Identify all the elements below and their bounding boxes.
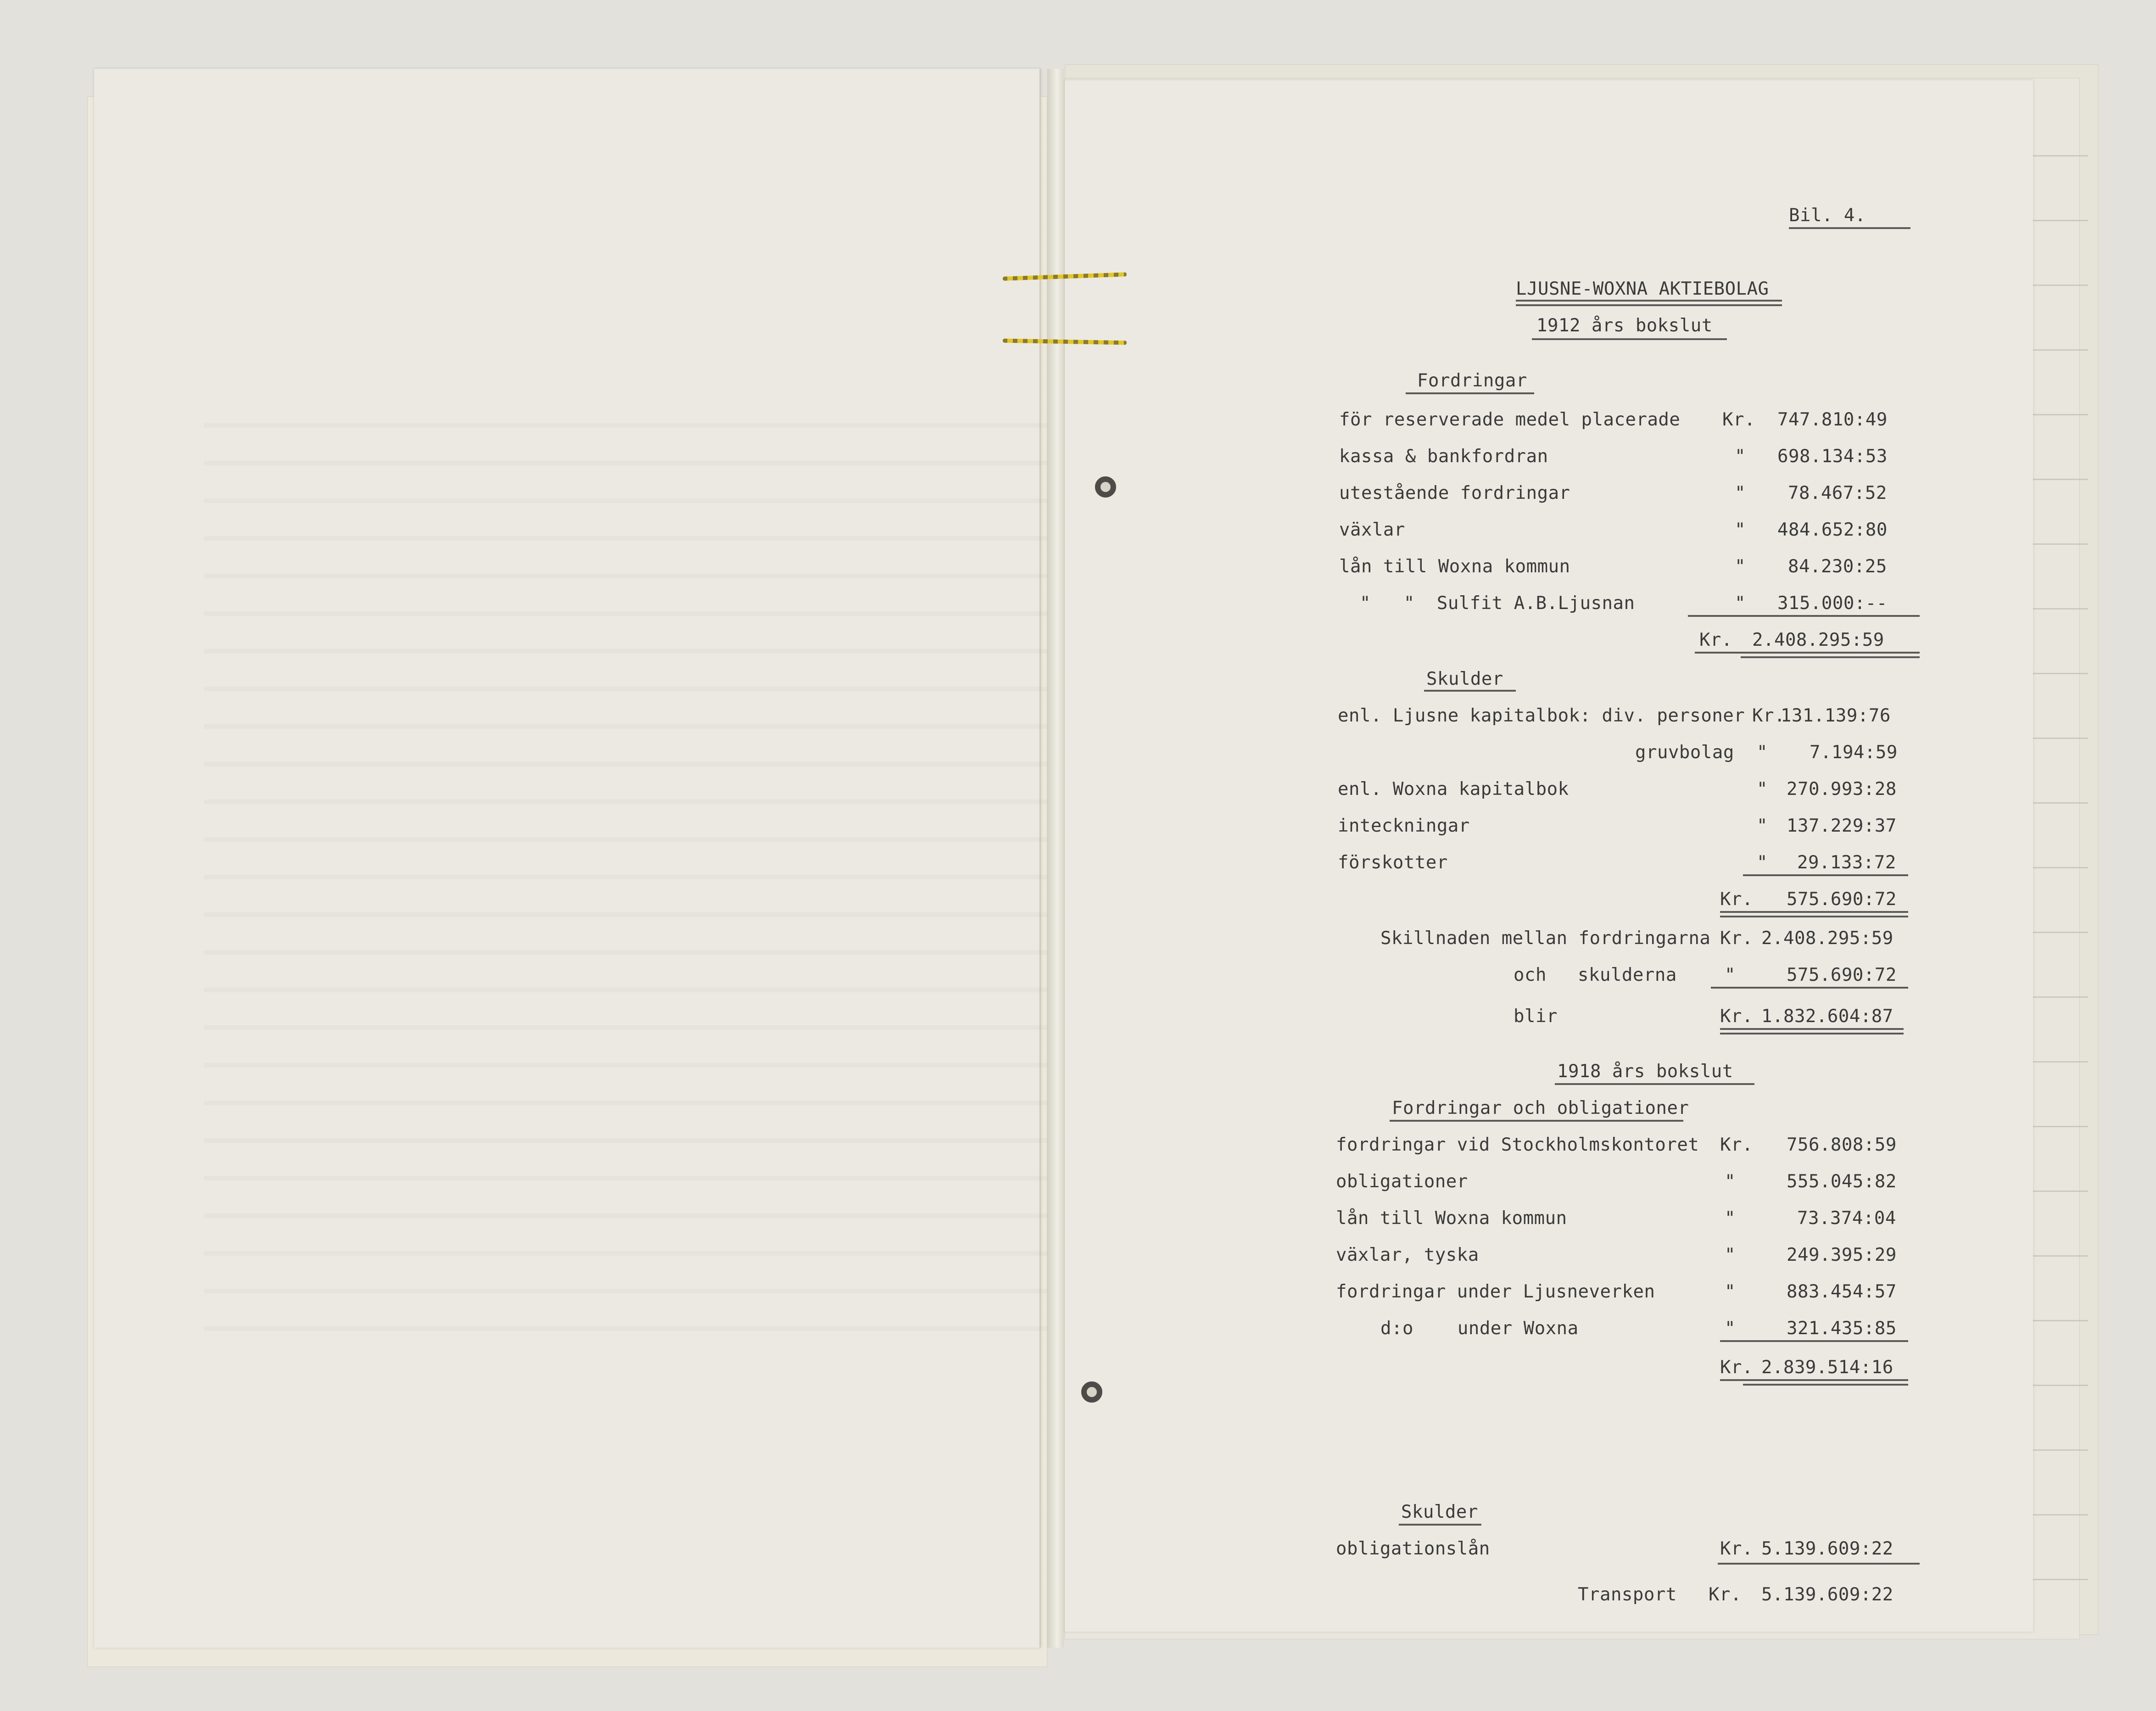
row-amount: 484.652:80 bbox=[1777, 520, 1888, 540]
row-currency: Kr. bbox=[1720, 1538, 1753, 1559]
underline bbox=[1406, 392, 1534, 394]
underline bbox=[1399, 1524, 1481, 1526]
underline bbox=[1711, 987, 1908, 989]
underline bbox=[1743, 1384, 1908, 1386]
result-amount: 1.832.604:87 bbox=[1761, 1006, 1893, 1027]
row-currency: " bbox=[1735, 520, 1746, 540]
row-currency: " bbox=[1757, 742, 1768, 763]
total-amount: 2.408.295:59 bbox=[1752, 630, 1884, 650]
row-currency: " bbox=[1725, 1281, 1736, 1302]
row-label: växlar bbox=[1339, 520, 1405, 540]
transport-currency: Kr. bbox=[1709, 1584, 1742, 1605]
total-currency: Kr. bbox=[1720, 889, 1753, 910]
underline bbox=[1720, 1340, 1908, 1342]
underline bbox=[1390, 1120, 1683, 1122]
underline bbox=[1789, 227, 1910, 229]
row-currency: " bbox=[1735, 556, 1746, 577]
row-label: obligationslån bbox=[1336, 1538, 1490, 1559]
underline bbox=[1718, 1563, 1920, 1565]
row-label: lån till Woxna kommun bbox=[1336, 1208, 1567, 1229]
row-label: enl. Ljusne kapitalbok: div. personer bbox=[1338, 705, 1745, 726]
bleed-through-text bbox=[204, 390, 1076, 1354]
company-title: LJUSNE-WOXNA AKTIEBOLAG bbox=[1516, 279, 1769, 299]
row-amount: 78.467:52 bbox=[1788, 483, 1887, 503]
difference-label-skulderna: skulderna bbox=[1578, 965, 1677, 985]
page-label: Bil. 4. bbox=[1789, 205, 1866, 226]
row-amount: 321.435:85 bbox=[1787, 1318, 1897, 1339]
result-label: blir bbox=[1514, 1006, 1558, 1027]
row-currency: " bbox=[1725, 1208, 1736, 1229]
row-currency: " bbox=[1735, 483, 1746, 503]
binding-spine bbox=[1047, 69, 1064, 1648]
underline bbox=[1720, 1028, 1904, 1030]
row-label: lån till Woxna kommun bbox=[1339, 556, 1570, 577]
row-currency: Kr. bbox=[1752, 705, 1785, 726]
section-title-1912: 1912 års bokslut bbox=[1536, 315, 1713, 336]
difference-label-och: och bbox=[1514, 965, 1547, 985]
row-label: växlar, tyska bbox=[1336, 1245, 1479, 1265]
row-amount: 73.374:04 bbox=[1797, 1208, 1896, 1229]
row-amount: 7.194:59 bbox=[1810, 742, 1898, 763]
row-amount: 756.808:59 bbox=[1787, 1135, 1897, 1155]
underline bbox=[1424, 690, 1516, 692]
difference-amount: 575.690:72 bbox=[1787, 965, 1897, 985]
row-label: för reserverade medel placerade bbox=[1339, 409, 1681, 430]
row-currency: " bbox=[1735, 593, 1746, 614]
row-label: " " Sulfit A.B.Ljusnan bbox=[1360, 593, 1635, 614]
total-amount: 2.839.514:16 bbox=[1761, 1357, 1893, 1378]
row-label: gruvbolag bbox=[1635, 742, 1734, 763]
underline bbox=[1688, 615, 1920, 617]
row-label: fordringar vid Stockholmskontoret bbox=[1336, 1135, 1699, 1155]
row-currency: " bbox=[1735, 446, 1746, 467]
left-page-blank bbox=[94, 69, 1041, 1648]
heading-skulder-1918: Skulder bbox=[1401, 1502, 1478, 1522]
row-label: inteckningar bbox=[1338, 816, 1470, 836]
underline bbox=[1695, 652, 1920, 654]
heading-skulder-1912: Skulder bbox=[1426, 669, 1503, 689]
underline bbox=[1720, 1379, 1908, 1381]
underline bbox=[1532, 338, 1727, 340]
underline bbox=[1720, 1033, 1904, 1034]
row-currency: " bbox=[1725, 1318, 1736, 1339]
underline bbox=[1516, 300, 1782, 302]
row-amount: 747.810:49 bbox=[1777, 409, 1888, 430]
row-currency: Kr. bbox=[1720, 1135, 1753, 1155]
row-label: enl. Woxna kapitalbok bbox=[1338, 779, 1569, 800]
row-label: fordringar under Ljusneverken bbox=[1336, 1281, 1655, 1302]
row-amount: 249.395:29 bbox=[1787, 1245, 1897, 1265]
underline bbox=[1555, 1083, 1754, 1085]
row-amount: 698.134:53 bbox=[1777, 446, 1888, 467]
row-currency: " bbox=[1757, 779, 1768, 800]
row-amount: 84.230:25 bbox=[1788, 556, 1887, 577]
row-label: kassa & bankfordran bbox=[1339, 446, 1548, 467]
difference-currency: " bbox=[1725, 965, 1736, 985]
difference-amount: 2.408.295:59 bbox=[1761, 928, 1893, 949]
row-amount: 5.139.609:22 bbox=[1761, 1538, 1893, 1559]
total-currency: Kr. bbox=[1720, 1357, 1753, 1378]
row-amount: 555.045:82 bbox=[1787, 1171, 1897, 1192]
row-currency: " bbox=[1757, 852, 1768, 873]
document-text bbox=[1064, 80, 2032, 1632]
row-currency: " bbox=[1725, 1245, 1736, 1265]
total-amount: 575.690:72 bbox=[1787, 889, 1897, 910]
row-label: utestående fordringar bbox=[1339, 483, 1570, 503]
underline bbox=[1741, 656, 1920, 658]
transport-amount: 5.139.609:22 bbox=[1761, 1584, 1893, 1605]
row-label: förskotter bbox=[1338, 852, 1448, 873]
total-currency: Kr. bbox=[1699, 630, 1732, 650]
difference-label: Skillnaden mellan fordringarna bbox=[1380, 928, 1711, 949]
heading-fordringar-1912: Fordringar bbox=[1417, 370, 1527, 391]
row-amount: 270.993:28 bbox=[1787, 779, 1897, 800]
row-currency: " bbox=[1725, 1171, 1736, 1192]
row-amount: 315.000:-- bbox=[1777, 593, 1888, 614]
underline bbox=[1720, 911, 1908, 913]
result-currency: Kr. bbox=[1720, 1006, 1753, 1027]
ledger-edge-lines bbox=[2033, 92, 2088, 1606]
row-amount: 29.133:72 bbox=[1797, 852, 1896, 873]
row-amount: 131.139:76 bbox=[1781, 705, 1891, 726]
underline bbox=[1720, 916, 1908, 917]
heading-fordringar-1918: Fordringar och obligationer bbox=[1392, 1098, 1689, 1118]
row-label: obligationer bbox=[1336, 1171, 1468, 1192]
row-amount: 883.454:57 bbox=[1787, 1281, 1897, 1302]
row-amount: 137.229:37 bbox=[1787, 816, 1897, 836]
row-label: d:o under Woxna bbox=[1380, 1318, 1579, 1339]
row-currency: " bbox=[1757, 816, 1768, 836]
section-title-1918: 1918 års bokslut bbox=[1557, 1061, 1733, 1082]
underline bbox=[1516, 304, 1782, 306]
row-currency: Kr. bbox=[1722, 409, 1755, 430]
transport-label: Transport bbox=[1578, 1584, 1677, 1605]
underline bbox=[1743, 874, 1908, 876]
difference-currency: Kr. bbox=[1720, 928, 1753, 949]
